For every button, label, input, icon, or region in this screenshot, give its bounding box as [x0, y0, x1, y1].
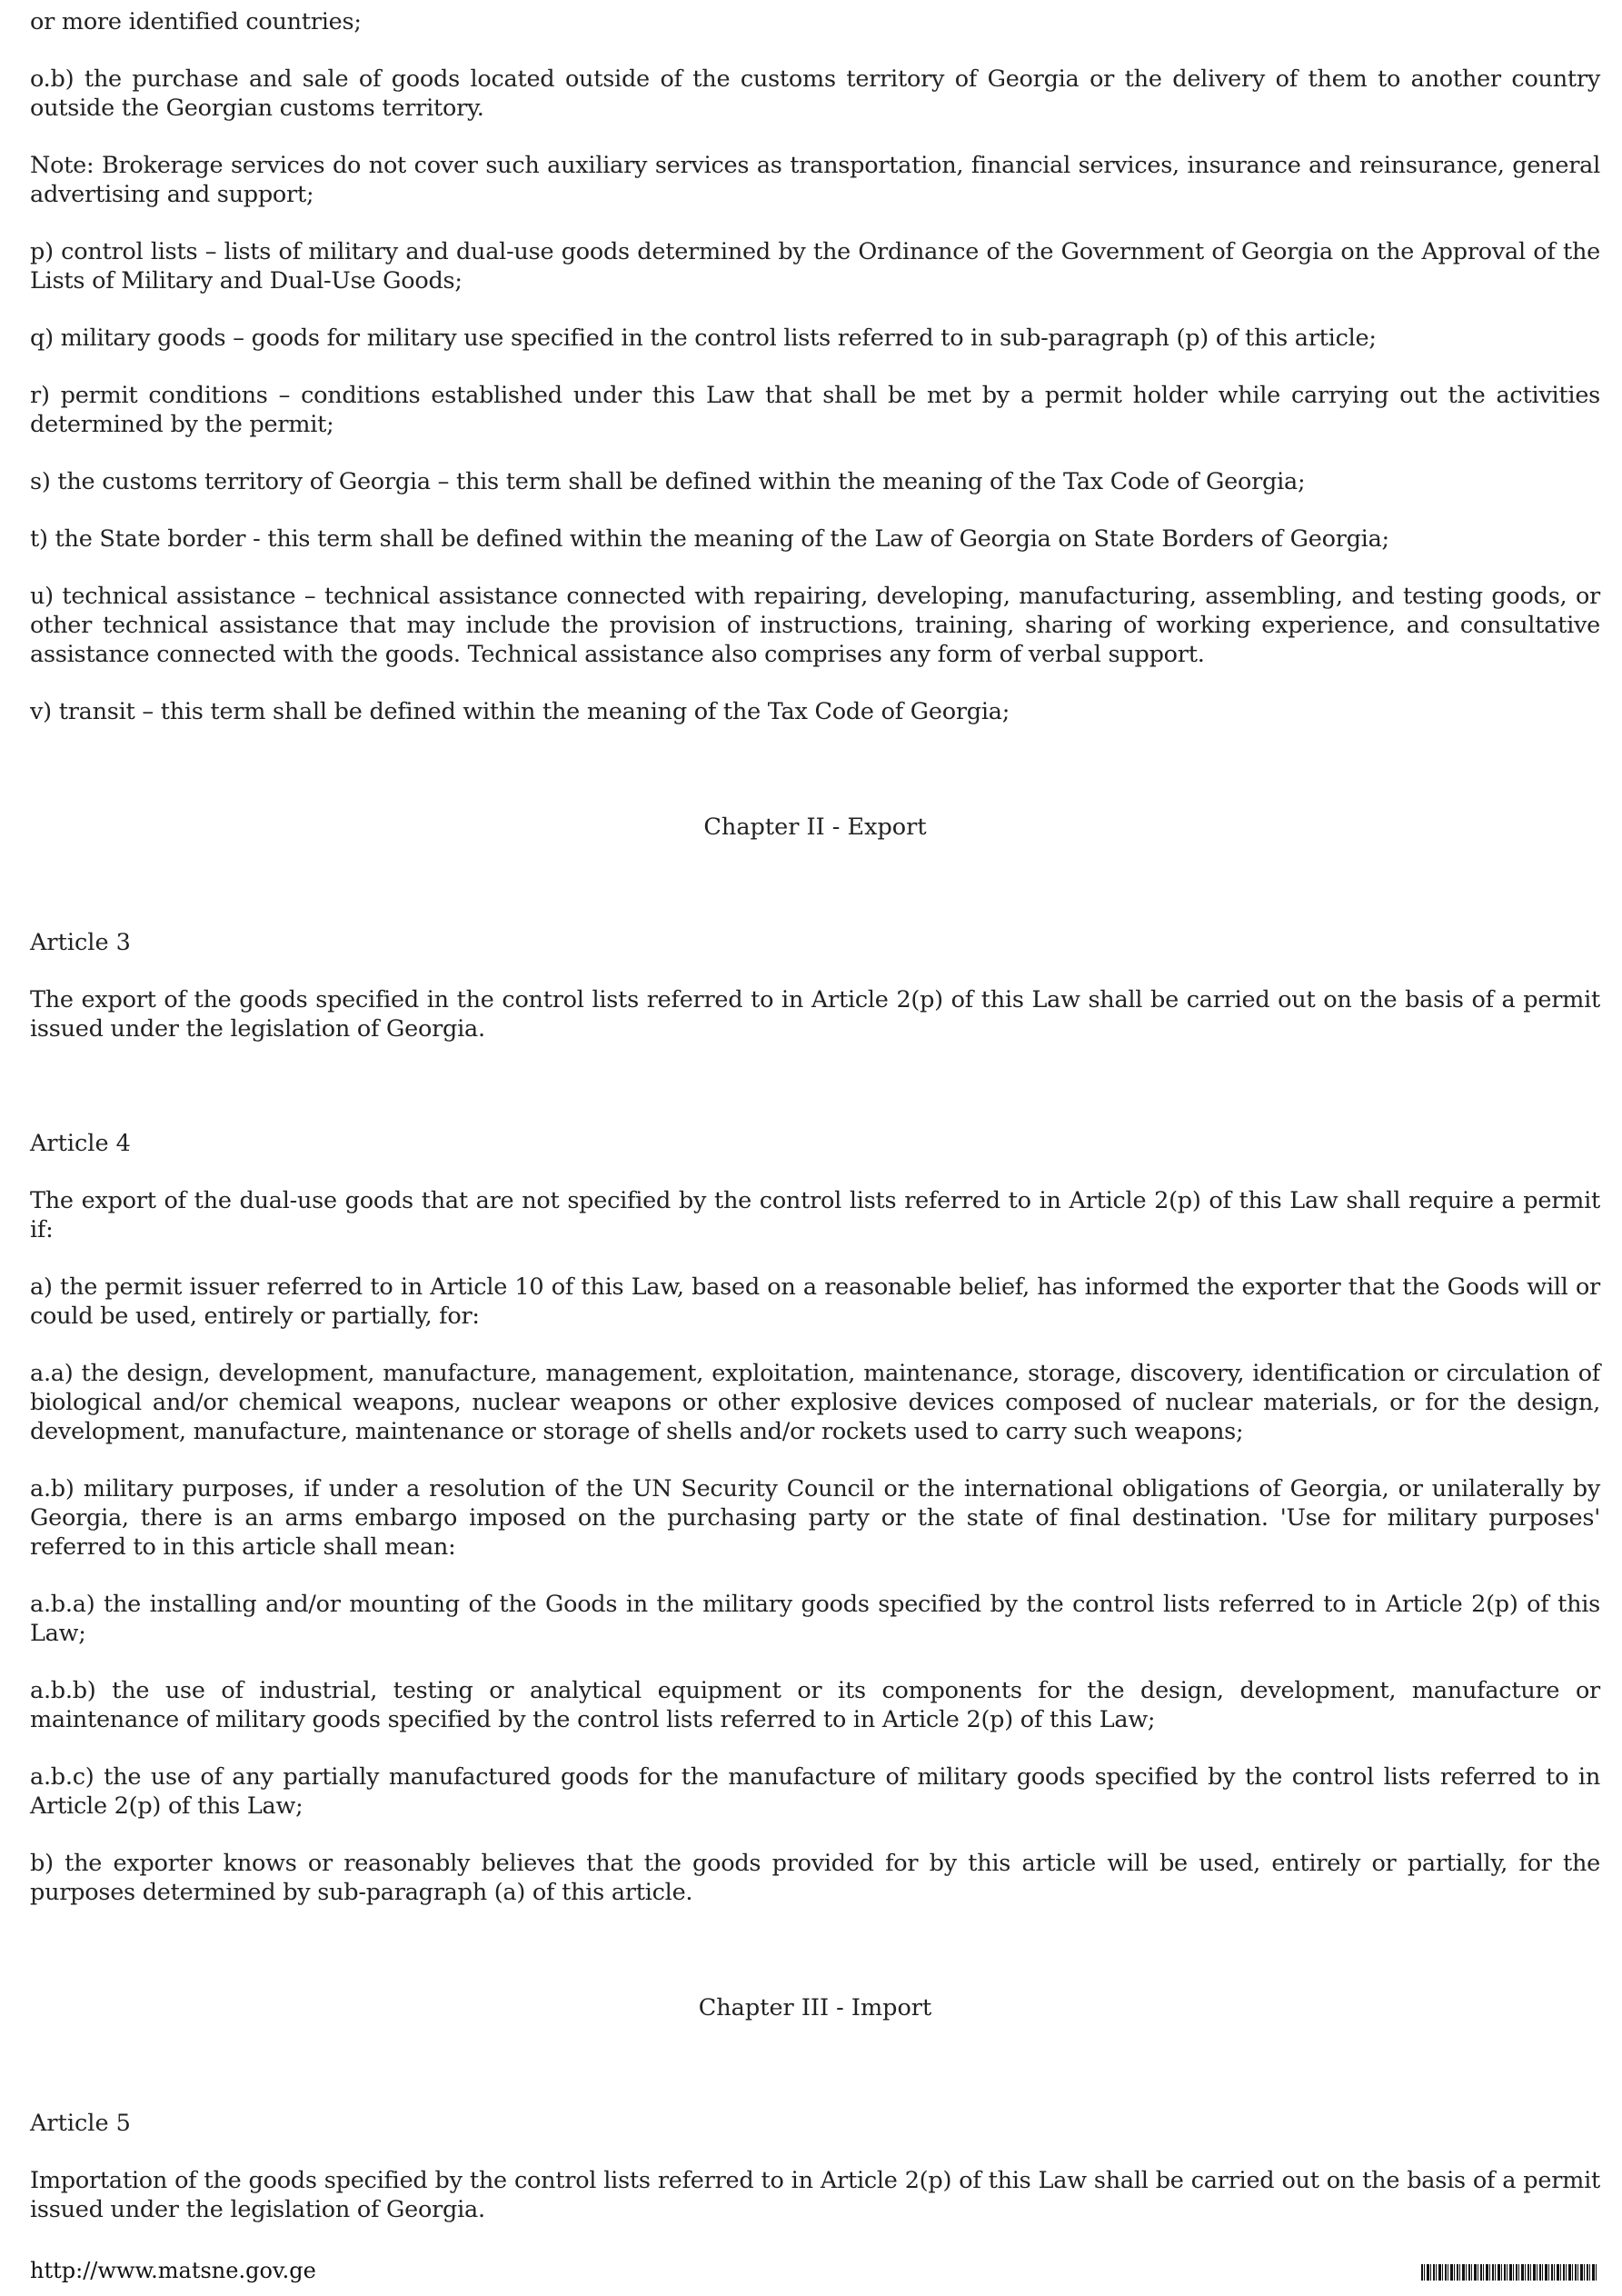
page-footer	[30, 2256, 1600, 2285]
paragraph: Importation of the goods specified by the control lists referred to in Article 2(p) of this Law shall be carried out on the basis of a permit issued under the legislation of Georgia.	[30, 2167, 1600, 2223]
chapter-heading: Chapter III - Import	[698, 1994, 932, 2021]
article-title: Article 3	[30, 929, 131, 956]
article-title: Article 4	[30, 1130, 131, 1157]
document-page	[30, 0, 1600, 2252]
paragraph: The export of the dual-use goods that are not specified by the control lists referred to in Article 2(p) of this Law shall require a permit if:	[30, 1187, 1600, 1243]
paragraph: a.b.c) the use of any partially manufactured goods for the manufacture of military goods specified by the control lists referred to in Article 2(p) of this Law;	[30, 1763, 1600, 1820]
chapter-heading: Chapter II - Export	[703, 814, 927, 841]
paragraph: a) the permit issuer referred to in Article 10 of this Law, based on a reasonable belief, has informed the exporter that the Goods will or could be used, entirely or partially, for:	[30, 1273, 1600, 1330]
paragraph: The export of the goods specified in the control lists referred to in Article 2(p) of this Law shall be carried out on the basis of a permit issued under the legislation of Georgia.	[30, 986, 1600, 1043]
paragraph: b) the exporter knows or reasonably believes that the goods provided for by this article will be used, entirely or partially, for the purposes determined by sub-paragraph (a) of this article.	[30, 1850, 1600, 1906]
paragraph: Note: Brokerage services do not cover such auxiliary services as transportation, financial services, insurance and reinsurance, general advertising and support;	[30, 152, 1600, 208]
paragraph: o.b) the purchase and sale of goods located outside of the customs territory of Georgia or the delivery of them to another country outside the Georgian customs territory.	[30, 65, 1600, 122]
paragraph: v) transit – this term shall be defined within the meaning of the Tax Code of Georgia;	[30, 698, 1010, 725]
paragraph: t) the State border - this term shall be defined within the meaning of the Law of Georgia on State Borders of Georgia;	[30, 525, 1389, 553]
paragraph: a.a) the design, development, manufacture, management, exploitation, maintenance, storage, discovery, identification or circulation of biological and/or chemical weapons, nuclear weapons or other explosive devices composed of nuclear materials, or for the design, development, manufacture, maintenance or storage of shells and/or rockets used to carry such weapons;	[30, 1360, 1600, 1445]
footer-url-link[interactable]: http://www.matsne.gov.ge	[30, 2258, 316, 2283]
paragraph: a.b) military purposes, if under a resolution of the UN Security Council or the international obligations of Georgia, or unilaterally by Georgia, there is an arms embargo imposed on the purchasing party or the state of final destination. 'Use for military purposes' referred to in this article shall mean:	[30, 1475, 1600, 1561]
paragraph: a.b.a) the installing and/or mounting of the Goods in the military goods specified by the control lists referred to in Article 2(p) of this Law;	[30, 1591, 1600, 1647]
paragraph: r) permit conditions – conditions established under this Law that shall be met by a permit holder while carrying out the activities determined by the permit;	[30, 382, 1600, 438]
article-title: Article 5	[30, 2110, 131, 2137]
paragraph: u) technical assistance – technical assistance connected with repairing, developing, manufacturing, assembling, and testing goods, or other technical assistance that may include the provision of instructions, training, sharing of working experience, and consultative assistance connected with the goods. Technical assistance also comprises any form of verbal support.	[30, 583, 1600, 668]
barcode-image	[1421, 2264, 1597, 2281]
paragraph: or more identified countries;	[30, 8, 362, 35]
paragraph: a.b.b) the use of industrial, testing or analytical equipment or its components for the design, development, manufacture or maintenance of military goods specified by the control lists referred to in Article 2(p) of this Law;	[30, 1677, 1600, 1733]
paragraph: p) control lists – lists of military and dual-use goods determined by the Ordinance of the Government of Georgia on the Approval of the Lists of Military and Dual-Use Goods;	[30, 238, 1600, 294]
paragraph: s) the customs territory of Georgia – this term shall be defined within the meaning of the Tax Code of Georgia;	[30, 468, 1306, 495]
paragraph: q) military goods – goods for military use specified in the control lists referred to in sub-paragraph (p) of this article;	[30, 324, 1377, 352]
